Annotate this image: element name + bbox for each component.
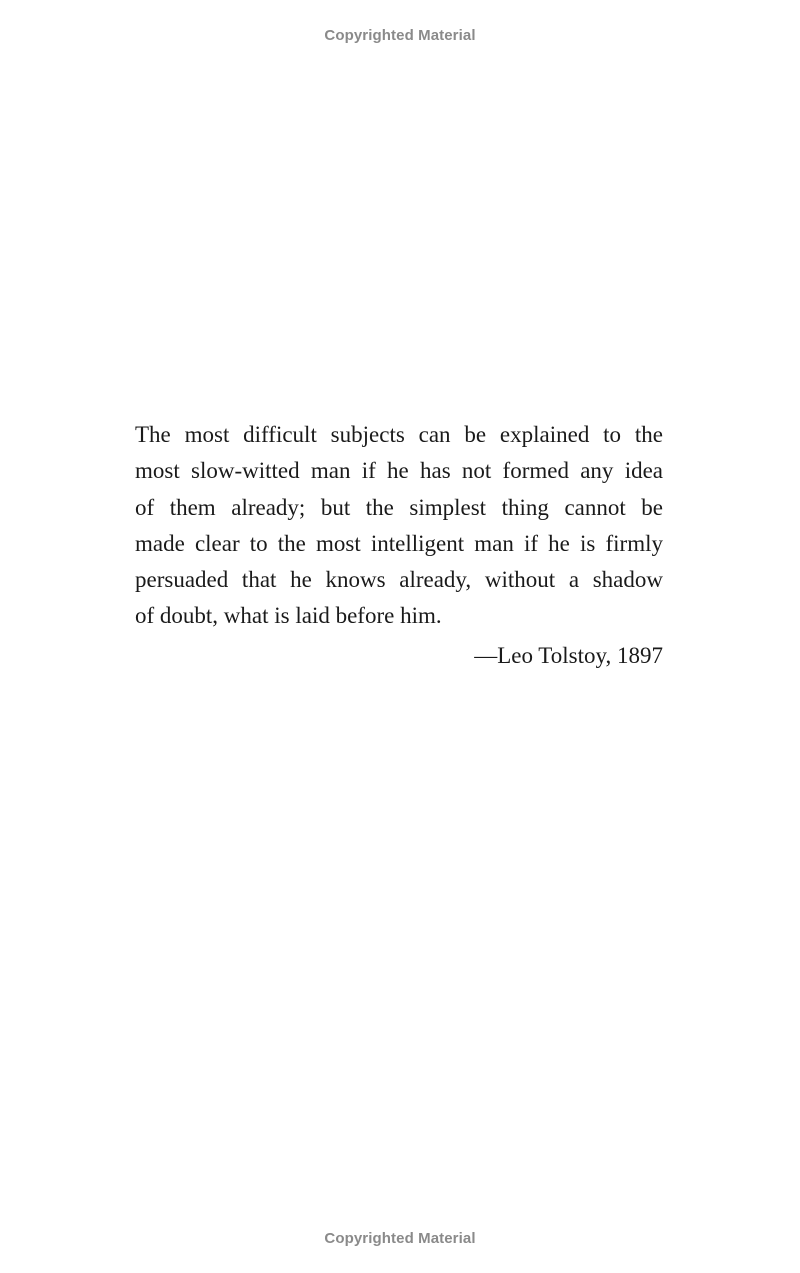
copyright-watermark-top: Copyrighted Material bbox=[324, 27, 476, 44]
epigraph-line: The most difficult subjects can be explained to the bbox=[135, 422, 663, 447]
epigraph-line: persuaded that he knows already, without a shadow bbox=[135, 567, 663, 593]
epigraph-line: made clear to the most intelligent man if he is firmly bbox=[135, 530, 663, 556]
epigraph bbox=[135, 417, 663, 674]
epigraph-line: of doubt, what is laid before him. bbox=[135, 603, 442, 629]
epigraph-attribution: —Leo Tolstoy, 1897 bbox=[474, 642, 663, 668]
copyright-watermark-bottom: Copyrighted Material bbox=[324, 1230, 476, 1247]
epigraph-line: most slow-witted man if he has not formed any idea bbox=[135, 458, 663, 484]
epigraph-line: of them already; but the simplest thing cannot be bbox=[135, 494, 663, 520]
